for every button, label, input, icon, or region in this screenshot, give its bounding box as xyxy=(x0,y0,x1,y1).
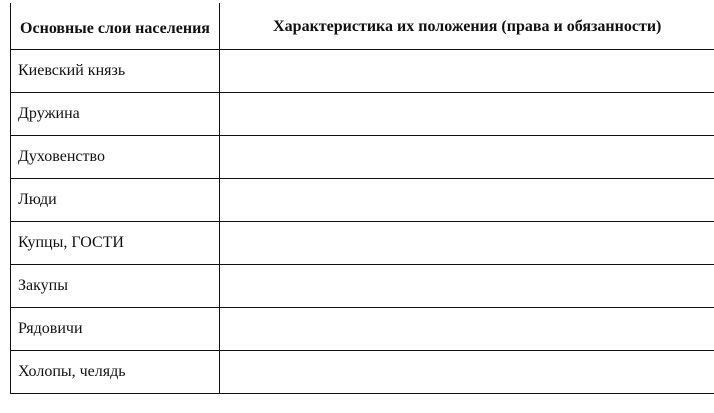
population-layers-table xyxy=(10,3,714,394)
table-header-row xyxy=(11,3,714,50)
row-layer-cell: Дружина xyxy=(11,93,220,136)
row-layer-cell: Рядовичи xyxy=(11,308,220,351)
table-row xyxy=(11,93,714,136)
row-layer-cell: Люди xyxy=(11,179,220,222)
table-row xyxy=(11,222,714,265)
table-row xyxy=(11,351,714,394)
table-row xyxy=(11,179,714,222)
row-description-cell[interactable] xyxy=(220,222,714,265)
table-row xyxy=(11,265,714,308)
row-layer-cell: Холопы, челядь xyxy=(11,351,220,394)
row-description-cell[interactable] xyxy=(220,93,714,136)
header-position-characteristics: Характеристика их положения (права и обязанности) xyxy=(220,3,714,50)
table-row xyxy=(11,50,714,93)
row-description-cell[interactable] xyxy=(220,308,714,351)
table-row xyxy=(11,136,714,179)
row-description-cell[interactable] xyxy=(220,351,714,394)
row-description-cell[interactable] xyxy=(220,136,714,179)
row-layer-cell: Киевский князь xyxy=(11,50,220,93)
row-layer-cell: Духовенство xyxy=(11,136,220,179)
row-layer-cell: Купцы, ГОСТИ xyxy=(11,222,220,265)
row-description-cell[interactable] xyxy=(220,179,714,222)
row-description-cell[interactable] xyxy=(220,265,714,308)
header-population-layers: Основные слои населения xyxy=(11,3,220,50)
row-layer-cell: Закупы xyxy=(11,265,220,308)
row-description-cell[interactable] xyxy=(220,50,714,93)
table-row xyxy=(11,308,714,351)
